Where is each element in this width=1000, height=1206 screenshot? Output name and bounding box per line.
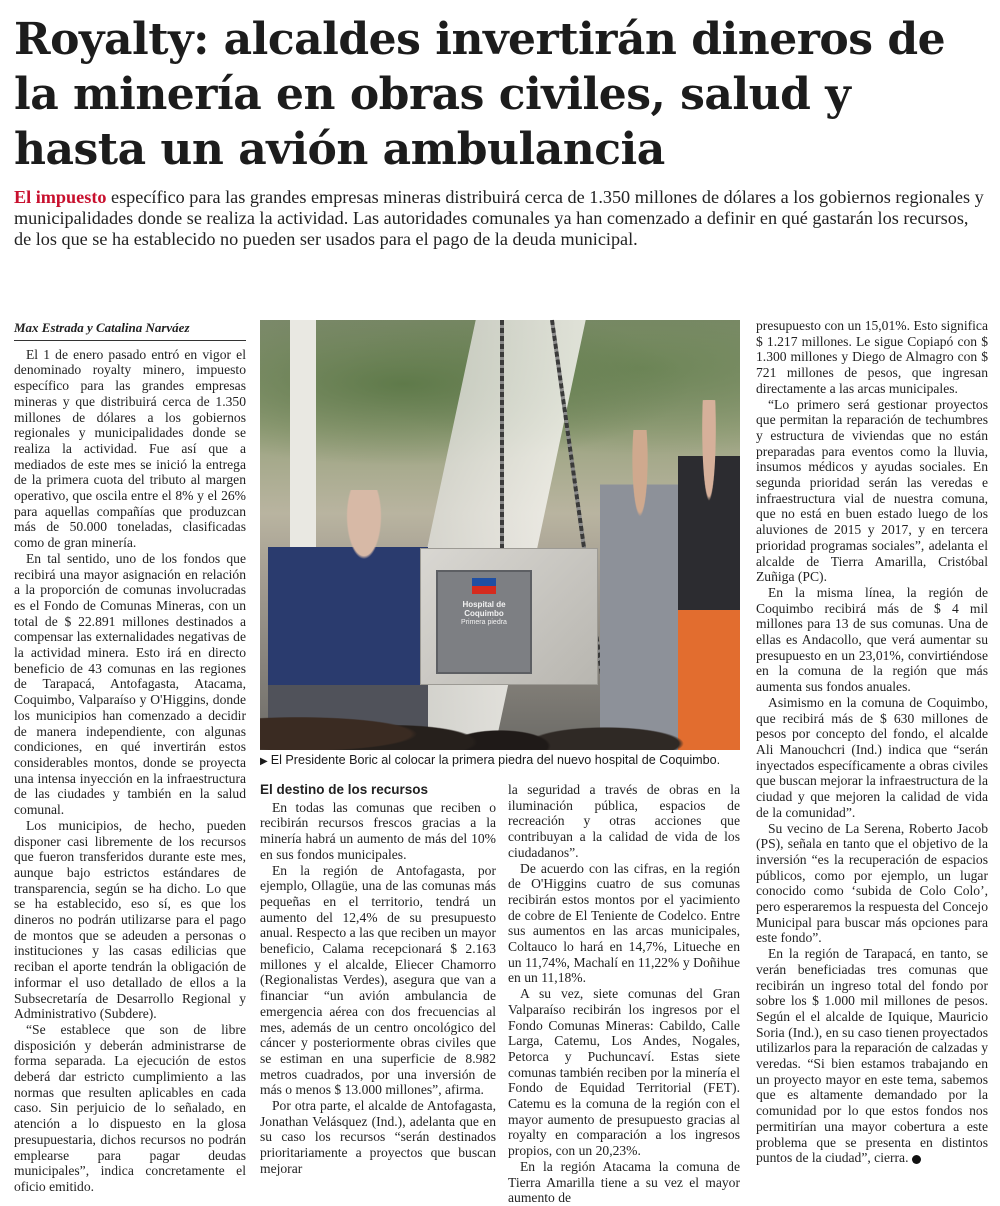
paragraph: En la región de Antofagasta, por ejemplo, Ollagüe, una de las comunas más pequeñas en el territorio, tendrá un aumento del 12,4% de su presupuesto anual. Respecto a las que reciben un mayor beneficio, Calama recepcionará $ 2.163 millones y el alcalde, Eliecer Chamorro (Regionalistas Verdes), asegura que van a financiar “un avión ambulancia de emergencia aérea con dos frecuencias al mes, además de un centro oncológico del cáncer y posteriormente obras civiles que se estiman en una superficie de 8.982 metros cuadrados, por una inversión de más o menos $ 13.000 millones”, afirma.: [260, 862, 496, 1098]
paragraph: “Se establece que son de libre disposición y deberán administrarse de forma separada. La ejecución de estos deberá dar estricto cumplimiento a las normas que resulten aplicables en cada caso. Sin perjuicio de lo señalado, en atención a lo dispuesto en la glosa presupuestaria, dichos recursos no podrán emplearse para pagar deudas municipales”, indica concretamente el oficio emitido.: [14, 1021, 246, 1194]
caption-text: El Presidente Boric al colocar la primera piedra del nuevo hospital de Coquimbo.: [270, 753, 721, 767]
chile-flag-icon: [472, 578, 496, 594]
paragraph: Por otra parte, el alcalde de Antofagasta, Jonathan Velásquez (Ind.), adelanta que en su caso los recursos “serán destinados prioritariamente a proyectos que buscan mejorar: [260, 1098, 496, 1176]
photo-chain: [500, 320, 504, 550]
headline: Royalty: alcaldes invertirán dineros de la minería en obras civiles, salud y hasta un avión ambulancia: [14, 14, 946, 175]
section-subhead: El destino de los recursos: [260, 782, 429, 797]
paragraph-last: [756, 946, 988, 1166]
end-mark-icon: [912, 1155, 921, 1164]
paragraph: “Lo primero será gestionar proyectos que permitan la reparación de techumbres y estructura de viviendas que no están preparadas para eventos como la lluvia, insumos médicos y ayudas sociales. En segunda prioridad serán las veredas e infraestructura vial de nuestra comuna, que no está en buen estado luego de los aluviones de 2015 y 2017, y en tercera prioridad programas sociales”, adelanta el alcalde de Tierra Amarilla, Cristóbal Zuñiga (PC).: [756, 396, 988, 585]
column-3: [508, 782, 740, 1206]
paragraph: A su vez, siete comunas del Gran Valparaíso recibirán los ingresos por el Fondo Comunas Mineras: Cabildo, Calle Larga, Catemu, Los Andes, Nogales, Petorca y Puchuncaví. Estas siete comunas también reciben por la minería el Fondo de Equidad Territorial (FET). Catemu es la comuna de la región con el mayor aumento de presupuesto gracias al royalty en comparación a los ingresos propios, con un 20,23%.: [508, 986, 740, 1159]
lead-paragraph: [14, 187, 989, 250]
photo-crowd: [260, 670, 740, 750]
paragraph: presupuesto con un 15,01%. Esto significa $ 1.217 millones. Le sigue Copiapó con $ 1.300 millones y Diego de Almagro con $ 721 millones de pesos, que ingresan directamente a las arcas municipales.: [756, 318, 988, 396]
paragraph: Los municipios, de hecho, pueden disponer casi libremente de los recursos que fueron transferidos durante este mes, aunque bajo estrictos estándares de transparencia, según se ha dicho. Lo que se ha establecido, eso sí, es que los dineros no podrán utilizarse para el pago de montos que se adeuden a personas o instituciones y las casas edilicias que reciban el aporte tendrán la obligación de informar el uso detallado de ellos a la Subsecretaría de Desarrollo Regional y Administrativo (Subdere).: [14, 817, 246, 1022]
paragraph: El 1 de enero pasado entró en vigor el denominado royalty minero, impuesto específico para las grandes empresas mineras y que distribuirá cerca de 1.350 millones de dólares a los gobiernos regionales y municipalidades donde se realiza la actividad. Fue así que a mediados de este mes se inició la entrega de la primera cuota del tributo al margen operativo, que oscila entre el 8% y el 26% para aquellas compañías que produzcan más de 50.000 toneladas, clasificadas como de gran minería.: [14, 346, 246, 551]
caption-arrow-icon: ▶: [260, 756, 268, 767]
paragraph: Su vecino de La Serena, Roberto Jacob (PS), señala en tanto que el objetivo de la inversión “es la recuperación de espacios públicos, como por ejemplo, un lugar conocido como ‘subida de Colo Colo’, pero esperaremos la respuesta del Concejo Municipal para buscar más opciones para este fondo”.: [756, 820, 988, 946]
plaque-text: [442, 600, 526, 627]
paragraph: De acuerdo con las cifras, en la región de O'Higgins cuatro de sus comunas recibirán estos montos por el yacimiento de cobre de El Teniente de Codelco. Entre sus aumentos en las arcas municipales, Coltauco lo hará en 14,7%, Litueche en un 11,74%, Machalí en 11,22% y Doñihue en un 11,18%.: [508, 860, 740, 986]
paragraph: En la misma línea, la región de Coquimbo recibirá más de $ 4 mil millones para 13 de sus comunas. Una de ellas es Andacollo, que verá aumentar su presupuesto en un 23,01%, convirtiéndose en la comuna de la región que más aumenta sus fondos anuales.: [756, 584, 988, 695]
paragraph-last-text: En la región de Tarapacá, en tanto, se verán beneficiadas tres comunas que recibirán un ingreso total del fondo por sobre los $ 1.000 mil millones de pesos. Según el el alcalde de Iquique, Mauricio Soria (Ind.), en su caso tienen proyectados utilizarlos para la reparación de calzadas y veredas. “Si bien estamos trabajando en un proyecto mayor en este tema, sabemos que es altamente demandado por la comunidad por lo que estos fondos nos permitirían una mayor cobertura a este problema que se presenta en distintos puntos de la ciudad”, cierra.: [756, 946, 988, 1166]
column-4: [756, 318, 988, 1166]
photo-plaque: [436, 570, 532, 674]
lead-kicker: El impuesto: [14, 187, 107, 207]
plaque-title: Hospital de Coquimbo: [462, 600, 506, 618]
paragraph: En la región Atacama la comuna de Tierra Amarilla tiene a su vez el mayor aumento de: [508, 1158, 740, 1206]
article-photo: [260, 320, 740, 750]
column-1: [14, 320, 246, 1194]
paragraph: la seguridad a través de obras en la iluminación pública, espacios de recreación y otras acciones que contribuyan a la calidad de vida de los ciudadanos”.: [508, 782, 740, 860]
paragraph: En todas las comunas que reciben o recibirán recursos frescos gracias a la minería habrá un aumento de más del 10% en sus fondos municipales.: [260, 799, 496, 862]
photo-caption: [260, 752, 740, 770]
paragraph: Asimismo en la comuna de Coquimbo, que recibirá más de $ 630 millones de pesos por concepto del fondo, el alcalde Ali Manouchcri (Ind.) indica que “serán inyectados específicamente a obras civiles que buscan mejorar la infraestructura de la ciudad y que mejoren la calidad de vida de la comunidad”.: [756, 694, 988, 820]
column-2: [260, 782, 496, 1176]
byline: Max Estrada y Catalina Narváez: [14, 320, 246, 341]
paragraph: En tal sentido, uno de los fondos que recibirá una mayor asignación en relación a la proporción de comunas involucradas es el Fondo de Comunas Mineras, con un total de $ 22.891 millones destinados a compensar las externalidades negativas de la actividad minera. Esto irá en directo beneficio de 43 comunas en las regiones de Tarapacá, Antofagasta, Atacama, Coquimbo, Valparaíso y O'Higgins, donde los municipios han comenzado a decidir de manera independiente, con algunas condiciones, en qué invertirán estos considerables montos, donde se proyecta una intensa inyección en la infraestructura de las ciudades y también en la salud comunal.: [14, 550, 246, 818]
plaque-subtitle: Primera piedra: [461, 619, 507, 626]
lead-text: específico para las grandes empresas mineras distribuirá cerca de 1.350 millones de dólares a los gobiernos regionales y municipalidades donde se realiza la actividad. Las autoridades comunales ya han comenzado a definir en qué gastarán los recursos, de los que se ha establecido no pueden ser usados para el pago de la deuda municipal.: [14, 187, 984, 249]
